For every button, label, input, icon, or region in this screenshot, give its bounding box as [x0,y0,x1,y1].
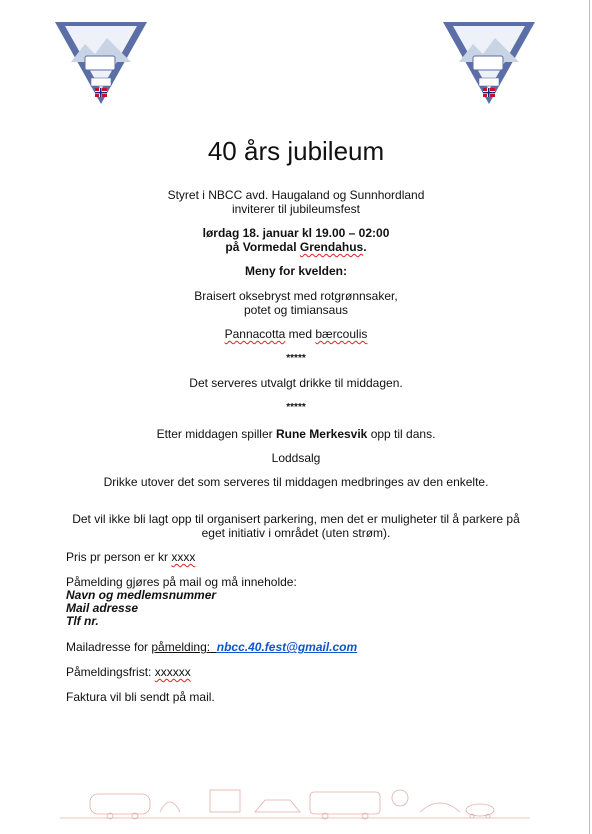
deadline-value: xxxxxx [154,665,191,679]
mail-line [66,640,357,654]
music-info [0,427,592,441]
parking-line-1: Det vil ikke bli lagt opp til organisert parkering, men det er muligheter til å parkere på [72,512,520,526]
bring-drinks-info: Drikke utover det som serveres til middagen medbringes av den enkelte. [103,475,489,489]
deadline-prefix: Påmeldingsfrist: [66,665,155,679]
intro-line-1: Styret i NBCC avd. Haugaland og Sunnhordland [167,188,425,202]
music-pre: Etter middagen spiller [156,427,276,441]
drinks-info: Det serveres utvalgt drikke til middagen. [189,376,403,390]
price-prefix: Pris pr person er kr [66,550,172,564]
event-venue [0,240,592,254]
menu-dessert [0,327,592,341]
parking-line-2: eget initiativ i området (uten strøm). [201,526,391,540]
menu-main-2: potet og timiansaus [243,303,349,317]
venue-suffix: . [363,240,367,254]
signup-email-link[interactable]: nbcc.40.fest@gmail.com [216,640,358,654]
signup-item: Mail adresse [66,601,139,615]
club-logo-left [51,12,151,108]
lottery-info: Loddsalg [271,451,321,465]
page-edge [589,0,590,834]
mail-label: påmelding: [151,640,211,654]
mail-prefix: Mailadresse for [66,640,152,654]
price-value: xxxx [171,550,196,564]
footer-caravan-illustration [60,772,530,822]
price-line [66,550,195,564]
menu-main-1: Braisert oksebryst med rotgrønnsaker, [194,289,398,303]
deadline-line [66,665,191,679]
event-date: lørdag 18. januar kl 19.00 – 02:00 [202,226,390,240]
signup-item: Navn og medlemsnummer [66,588,217,602]
page-title: 40 års jubileum [207,136,385,166]
menu-heading: Meny for kvelden: [244,264,348,278]
music-post: opp til dans. [367,427,436,441]
dessert-with: med [285,327,316,341]
signup-item: Tlf nr. [66,614,99,628]
separator-1: ***** [286,353,306,364]
venue-name: Grendahus [299,240,364,254]
dessert-sauce: bærcoulis [315,327,368,341]
intro-line-2: inviterer til jubileumsfest [231,202,361,216]
music-artist: Rune Merkesvik [275,427,368,441]
club-logo-right [439,12,539,108]
separator-2: ***** [286,402,306,413]
signup-heading: Påmelding gjøres på mail og må inneholde: [66,575,297,589]
invoice-info: Faktura vil bli sendt på mail. [66,690,215,704]
venue-prefix: på Vormedal [225,240,300,254]
dessert-name: Pannacotta [224,327,286,341]
